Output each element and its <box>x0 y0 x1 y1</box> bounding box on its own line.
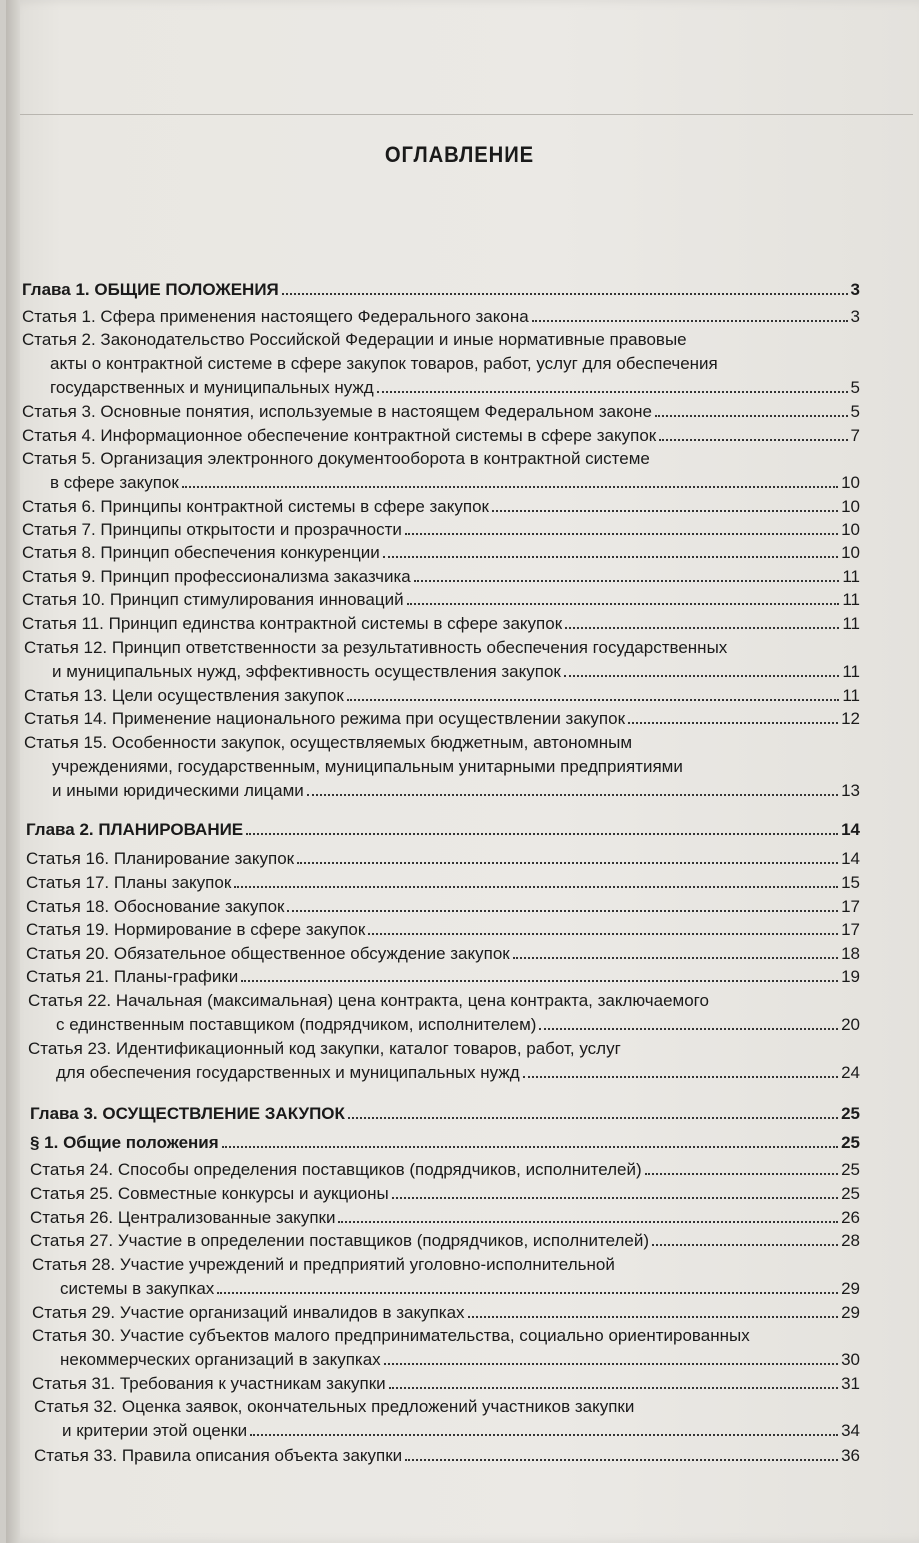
toc-entry-title: Статья 14. Применение национального режима при осуществлении закупок <box>24 709 626 728</box>
toc-entry-title: государственных и муниципальных нужд <box>50 378 374 397</box>
toc-entry-title: Статья 24. Способы определения поставщиков (подрядчиков, исполнителей) <box>30 1160 642 1179</box>
toc-entry[interactable] <box>22 590 860 610</box>
toc-entry[interactable] <box>22 520 860 540</box>
dot-leader <box>383 556 838 558</box>
toc-page-number: 25 <box>841 1104 860 1123</box>
toc-entry-title: с единственным поставщиком (подрядчиком, исполнителем) <box>56 1015 537 1034</box>
toc-entry[interactable] <box>52 662 860 682</box>
toc-page-number: 28 <box>841 1231 860 1250</box>
toc-entry-title: Глава 1. ОБЩИЕ ПОЛОЖЕНИЯ <box>22 280 279 299</box>
toc-entry-title: Статья 21. Планы-графики <box>26 967 239 986</box>
toc-page-number: 10 <box>841 520 860 539</box>
dot-leader <box>234 886 838 888</box>
toc-entry[interactable] <box>34 1446 860 1466</box>
toc-entry[interactable] <box>26 944 860 964</box>
toc-entry[interactable] <box>32 1374 860 1394</box>
toc-page-number: 36 <box>841 1446 860 1465</box>
toc-entry[interactable] <box>24 686 860 706</box>
dot-leader <box>392 1197 838 1199</box>
toc-page-number: 30 <box>841 1350 860 1369</box>
toc-section-heading[interactable] <box>30 1133 860 1153</box>
toc-entry-title: § 1. Общие положения <box>30 1133 219 1152</box>
toc-entry-title: Статья 17. Планы закупок <box>26 873 232 892</box>
toc-entry-title: системы в закупках <box>60 1279 215 1298</box>
toc-entry-line: Статья 2. Законодательство Российской Федерации и иные нормативные правовые <box>22 330 687 349</box>
toc-page-number: 14 <box>841 820 860 839</box>
dot-leader <box>377 391 848 393</box>
toc-page-number: 25 <box>841 1160 860 1179</box>
dot-leader <box>655 415 848 417</box>
toc-entry[interactable] <box>60 1279 860 1299</box>
dot-leader <box>523 1076 838 1078</box>
toc-page-number: 10 <box>841 497 860 516</box>
dot-leader <box>513 957 838 959</box>
toc-entry[interactable] <box>30 1208 860 1228</box>
toc-entry-title: Статья 7. Принципы открытости и прозрачности <box>22 520 402 539</box>
toc-entry[interactable] <box>26 849 860 869</box>
toc-entry[interactable] <box>50 378 860 398</box>
dot-leader <box>182 486 838 488</box>
toc-entry-title: Статья 6. Принципы контрактной системы в сфере закупок <box>22 497 489 516</box>
dot-leader <box>222 1146 838 1148</box>
toc-page-number: 3 <box>850 307 860 326</box>
toc-page-number: 20 <box>841 1015 860 1034</box>
dot-leader <box>287 910 838 912</box>
toc-entry-title: Статья 10. Принцип стимулирования инноваций <box>22 590 404 609</box>
toc-entry[interactable] <box>52 781 860 801</box>
toc-entry-title: Статья 31. Требования к участникам закупки <box>32 1374 386 1393</box>
dot-leader <box>307 794 838 796</box>
page-title: ОГЛАВЛЕНИЕ <box>384 142 535 167</box>
toc-entry-line: Статья 28. Участие учреждений и предприятий уголовно-исполнительной <box>32 1255 615 1274</box>
toc-entry-title: Статья 8. Принцип обеспечения конкуренции <box>22 543 380 562</box>
toc-entry-title: Статья 4. Информационное обеспечение контрактной системы в сфере закупок <box>22 426 657 445</box>
toc-entry-title: некоммерческих организаций в закупках <box>60 1350 381 1369</box>
toc-entry-line: Статья 23. Идентификационный код закупки, каталог товаров, работ, услуг <box>28 1039 621 1058</box>
toc-entry[interactable] <box>26 873 860 893</box>
toc-page-number: 19 <box>841 967 860 986</box>
toc-entry[interactable] <box>26 920 860 940</box>
dot-leader <box>539 1028 838 1030</box>
dot-leader <box>628 722 838 724</box>
toc-section-heading[interactable] <box>26 820 860 840</box>
toc-page-number: 11 <box>842 686 860 705</box>
toc-entry-title: Статья 9. Принцип профессионализма заказчика <box>22 567 411 586</box>
toc-page-number: 10 <box>841 473 860 492</box>
toc-entry[interactable] <box>24 709 860 729</box>
toc-page-number: 5 <box>850 402 860 421</box>
toc-entry-title: для обеспечения государственных и муниципальных нужд <box>56 1063 520 1082</box>
toc-entry-title: Статья 25. Совместные конкурсы и аукционы <box>30 1184 389 1203</box>
toc-page-number: 34 <box>841 1421 860 1440</box>
toc-page-number: 29 <box>841 1303 860 1322</box>
toc-page-number: 14 <box>841 849 860 868</box>
toc-section-heading[interactable] <box>30 1104 860 1124</box>
dot-leader <box>565 627 839 629</box>
dot-leader <box>405 1459 838 1461</box>
dot-leader <box>659 439 847 441</box>
toc-entry-line: учреждениями, государственным, муниципальным унитарными предприятиями <box>52 757 683 776</box>
toc-page-number: 25 <box>841 1133 860 1152</box>
dot-leader <box>368 933 838 935</box>
dot-leader <box>246 833 838 835</box>
toc-entry[interactable] <box>56 1015 860 1035</box>
toc-entry[interactable] <box>22 402 860 422</box>
dot-leader <box>532 320 848 322</box>
dot-leader <box>414 580 840 582</box>
toc-entry[interactable] <box>30 1231 860 1251</box>
toc-page-number: 3 <box>850 280 860 299</box>
toc-page-number: 5 <box>850 378 860 397</box>
header-rule <box>20 114 913 115</box>
toc-entry-line: Статья 5. Организация электронного документооборота в контрактной системе <box>22 449 650 468</box>
toc-entry[interactable] <box>26 967 860 987</box>
toc-page-number: 7 <box>850 426 860 445</box>
dot-leader <box>348 1117 838 1119</box>
toc-entry-line: Статья 12. Принцип ответственности за результативность обеспечения государственных <box>24 638 728 657</box>
toc-page-number: 15 <box>841 873 860 892</box>
toc-entry-line: Статья 30. Участие субъектов малого предпринимательства, социально ориентированных <box>32 1326 750 1345</box>
toc-entry-title: Глава 2. ПЛАНИРОВАНИЕ <box>26 820 244 839</box>
toc-page-number: 11 <box>842 662 860 681</box>
toc-page-number: 17 <box>841 920 860 939</box>
toc-page-number: 26 <box>841 1208 860 1227</box>
toc-entry[interactable] <box>60 1350 860 1370</box>
toc-entry[interactable] <box>22 426 860 446</box>
toc-page-number: 11 <box>842 614 860 633</box>
toc-entry-title: Статья 20. Обязательное общественное обсуждение закупок <box>26 944 510 963</box>
dot-leader <box>389 1387 838 1389</box>
toc-page-number: 25 <box>841 1184 860 1203</box>
toc-page-number: 24 <box>841 1063 860 1082</box>
toc-page-number: 17 <box>841 897 860 916</box>
toc-page-number: 13 <box>841 781 860 800</box>
dot-leader <box>241 980 838 982</box>
toc-entry[interactable] <box>22 567 860 587</box>
toc-entry[interactable] <box>30 1184 860 1204</box>
toc-entry-title: и критерии этой оценки <box>62 1421 248 1440</box>
toc-page-number: 12 <box>841 709 860 728</box>
dot-leader <box>652 1244 838 1246</box>
toc-entry-title: Статья 27. Участие в определении поставщиков (подрядчиков, исполнителей) <box>30 1231 650 1250</box>
toc-entry-title: Статья 16. Планирование закупок <box>26 849 295 868</box>
toc-page-number: 31 <box>841 1374 860 1393</box>
toc-entry-title: Глава 3. ОСУЩЕСТВЛЕНИЕ ЗАКУПОК <box>30 1104 345 1123</box>
toc-entry[interactable] <box>22 614 860 634</box>
toc-entry-title: Статья 3. Основные понятия, используемые в настоящем Федеральном законе <box>22 402 653 421</box>
toc-entry-title: в сфере закупок <box>50 473 179 492</box>
dot-leader <box>282 293 848 295</box>
dot-leader <box>564 675 839 677</box>
toc-entry[interactable] <box>50 473 860 493</box>
toc-entry[interactable] <box>22 543 860 563</box>
toc-entry-title: и муниципальных нужд, эффективность осуществления закупок <box>52 662 561 681</box>
dot-leader <box>297 862 838 864</box>
dot-leader <box>468 1316 839 1318</box>
toc-section-heading[interactable] <box>22 280 860 300</box>
dot-leader <box>217 1292 838 1294</box>
toc-entry[interactable] <box>22 497 860 517</box>
toc-entry[interactable] <box>32 1303 860 1323</box>
book-spine <box>6 0 20 1543</box>
toc-entry-line: Статья 32. Оценка заявок, окончательных предложений участников закупки <box>34 1397 635 1416</box>
dot-leader <box>407 603 840 605</box>
dot-leader <box>405 533 838 535</box>
dot-leader <box>384 1363 838 1365</box>
toc-entry-title: Статья 33. Правила описания объекта закупки <box>34 1446 403 1465</box>
toc-entry[interactable] <box>56 1063 860 1083</box>
toc-entry-title: Статья 19. Нормирование в сфере закупок <box>26 920 366 939</box>
toc-entry-title: Статья 1. Сфера применения настоящего Федерального закона <box>22 307 529 326</box>
dot-leader <box>338 1221 838 1223</box>
toc-entry-title: Статья 18. Обоснование закупок <box>26 897 285 916</box>
toc-page-number: 11 <box>842 567 860 586</box>
toc-page-number: 29 <box>841 1279 860 1298</box>
toc-page-number: 10 <box>841 543 860 562</box>
toc-entry-title: Статья 26. Централизованные закупки <box>30 1208 336 1227</box>
dot-leader <box>250 1434 838 1436</box>
toc-entry-line: Статья 15. Особенности закупок, осуществляемых бюджетным, автономным <box>24 733 633 752</box>
dot-leader <box>492 510 838 512</box>
toc-entry-line: акты о контрактной системе в сфере закупок товаров, работ, услуг для обеспечения <box>50 354 718 373</box>
dot-leader <box>347 699 840 701</box>
toc-entry[interactable] <box>26 897 860 917</box>
toc-entry-line: Статья 22. Начальная (максимальная) цена контракта, цена контракта, заключаемого <box>28 991 709 1010</box>
toc-entry[interactable] <box>30 1160 860 1180</box>
toc-page-number: 18 <box>841 944 860 963</box>
dot-leader <box>645 1173 838 1175</box>
toc-entry-title: Статья 11. Принцип единства контрактной системы в сфере закупок <box>22 614 563 633</box>
toc-entry-title: Статья 29. Участие организаций инвалидов в закупках <box>32 1303 465 1322</box>
toc-page-number: 11 <box>842 590 860 609</box>
toc-entry[interactable] <box>22 307 860 327</box>
toc-entry[interactable] <box>62 1421 860 1441</box>
toc-entry-title: и иными юридическими лицами <box>52 781 304 800</box>
toc-entry-title: Статья 13. Цели осуществления закупок <box>24 686 344 705</box>
